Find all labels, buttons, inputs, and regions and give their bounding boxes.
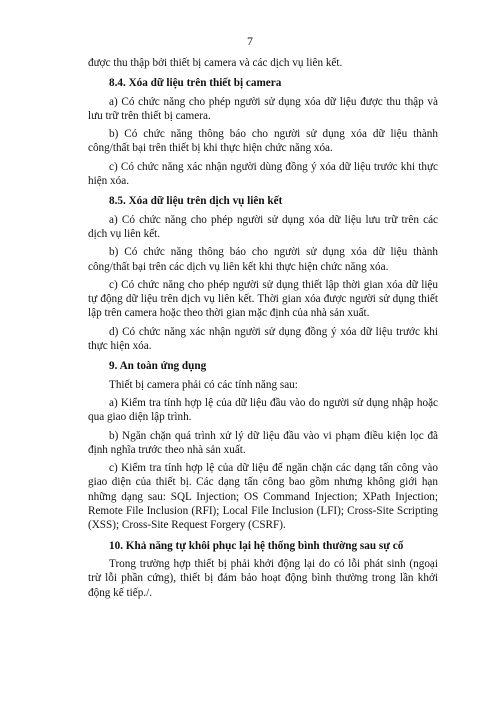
paragraph: c) Kiểm tra tính hợp lệ của dữ liệu để ngăn chặn các dạng tấn công vào giao diện của thiết bị. Các dạng tấn công bao gồm nhưng không giới hạn những dạng sau: SQL Injection; OS Command Injection; XPath Injection; Remote File Inclusion (RFI); Local File Inclusion (LFI); Cross-Site Scripting (XSS); Cross-Site Request Forgery (CSRF).: [88, 462, 438, 532]
section-heading: 8.4. Xóa dữ liệu trên thiết bị camera: [109, 77, 282, 90]
paragraph: c) Có chức năng cho phép người sử dụng thiết lập thời gian xóa dữ liệu tự động dữ liệu trên dịch vụ liên kết. Thời gian xóa được người sử dụng thiết lập trên camera hoặc theo thời gian mặc định của nhà sản xuất.: [88, 278, 438, 320]
paragraph: c) Có chức năng xác nhận người dùng đồng ý xóa dữ liệu trước khi thực hiện xóa.: [88, 160, 438, 188]
paragraph: Trong trường hợp thiết bị phải khởi động lại do có lỗi phát sinh (ngoại trừ lỗi phần cứng), thiết bị đảm bảo hoạt động bình thường trong lần khởi động kế tiếp./.: [88, 557, 438, 599]
paragraph: b) Có chức năng thông báo cho người sử dụng xóa dữ liệu thành công/thất bại trên thiết bị khi thực hiện chức năng xóa.: [88, 128, 438, 155]
document-body: [88, 56, 438, 600]
paragraph: được thu thập bởi thiết bị camera và các dịch vụ liên kết.: [88, 57, 343, 69]
section-heading: 10. Khả năng tự khôi phục lại hệ thống bình thường sau sự cố: [109, 539, 404, 552]
paragraph: b) Ngăn chặn quá trình xử lý dữ liệu đầu vào vi phạm điều kiện lọc đã định nghĩa trước theo nhà sản xuất.: [88, 429, 438, 456]
section-heading: 9. An toàn ứng dụng: [109, 360, 207, 373]
paragraph: a) Có chức năng cho phép người sử dụng xóa dữ liệu lưu trữ trên các dịch vụ liên kết.: [88, 213, 438, 240]
paragraph: a) Kiểm tra tính hợp lệ của dữ liệu đầu vào do người sử dụng nhập hoặc qua giao diện lập trình.: [88, 396, 438, 424]
paragraph: a) Có chức năng cho phép người sử dụng xóa dữ liệu được thu thập và lưu trữ trên thiết bị camera.: [88, 95, 438, 122]
paragraph: b) Có chức năng thông báo cho người sử dụng xóa dữ liệu thành công/thất bại trên các dịch vụ liên kết khi thực hiện chức năng xóa.: [88, 246, 438, 273]
section-heading: 8.5. Xóa dữ liệu trên dịch vụ liên kết: [109, 195, 283, 208]
page-number: 7: [247, 34, 253, 48]
paragraph: d) Có chức năng xác nhận người sử dụng đồng ý xóa dữ liệu trước khi thực hiện xóa.: [88, 325, 438, 353]
paragraph: Thiết bị camera phải có các tính năng sau:: [109, 378, 298, 391]
